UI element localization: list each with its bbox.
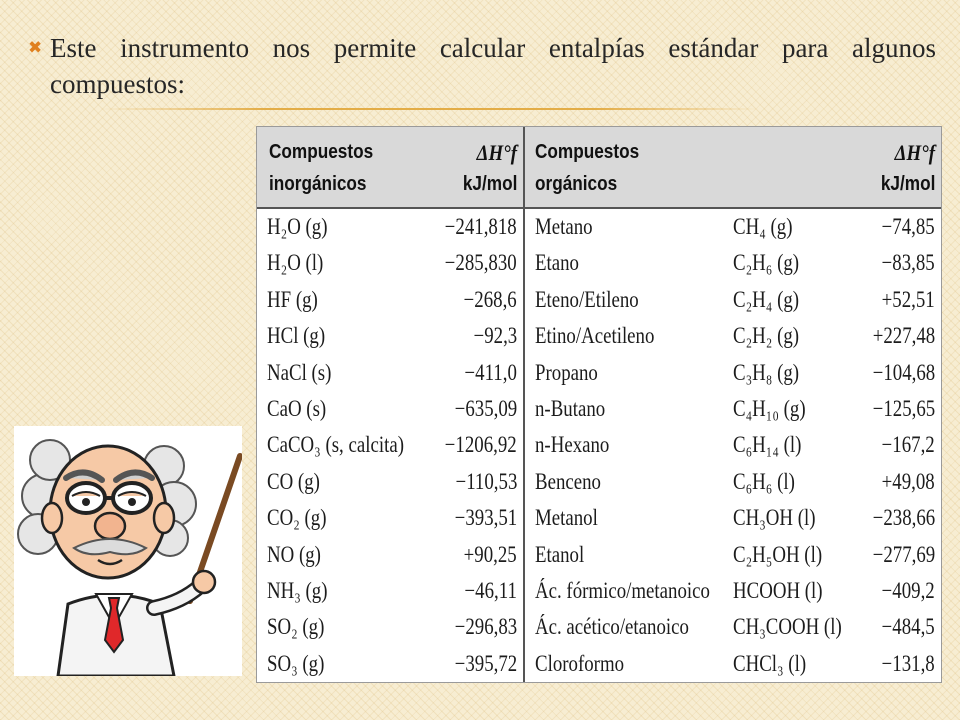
inorganic-enthalpy: −411,0 <box>464 359 517 385</box>
organic-enthalpy: −167,2 <box>881 432 935 458</box>
inorganic-compound: HF (g) <box>267 286 318 312</box>
organic-enthalpy: −409,2 <box>881 577 935 603</box>
table-row <box>257 573 941 609</box>
professor-illustration <box>14 426 242 676</box>
x-bullet-icon: ✖ <box>28 38 43 58</box>
inorganic-compound: NO (g) <box>267 541 321 567</box>
organic-enthalpy: +227,48 <box>872 323 935 349</box>
organic-enthalpy: −104,68 <box>872 359 935 385</box>
organic-enthalpy-symbol: ΔH°f <box>894 140 935 165</box>
organic-formula: C₃H₈ (g) <box>733 359 800 385</box>
organic-formula: C₂H₆ (g) <box>733 250 800 276</box>
inorganic-enthalpy: −296,83 <box>454 614 517 640</box>
table-row <box>257 464 941 500</box>
inorganic-enthalpy: −393,51 <box>454 505 517 531</box>
table-row <box>257 282 941 318</box>
organic-enthalpy: −74,85 <box>881 214 935 239</box>
inorganic-unit: kJ/mol <box>462 173 517 195</box>
decorative-rule <box>100 108 760 110</box>
inorganic-compound: SO₂ (g) <box>267 614 325 640</box>
organic-enthalpy: −277,69 <box>872 541 935 567</box>
organic-enthalpy: +52,51 <box>881 286 935 312</box>
inorganic-enthalpy-symbol: ΔH°f <box>476 140 517 165</box>
table-header <box>257 127 941 209</box>
table-row <box>257 646 941 682</box>
inorganic-enthalpy: −241,818 <box>445 214 517 239</box>
organic-formula: CHCl₃ (l) <box>733 650 807 676</box>
table-row <box>257 318 941 354</box>
inorganic-compound: CO₂ (g) <box>267 505 327 531</box>
professor-with-pointer-icon <box>14 426 242 676</box>
organic-compound: Ác. fórmico/metanoico <box>535 577 710 603</box>
organic-title-line1: Compuestos <box>535 141 640 163</box>
table-row <box>257 209 941 245</box>
table-row <box>257 427 941 463</box>
organic-formula: C₂H₄ (g) <box>733 286 800 312</box>
inorganic-title-line1: Compuestos <box>269 141 374 163</box>
inorganic-compound: NH₃ (g) <box>267 577 328 603</box>
table-body <box>257 209 941 682</box>
organic-formula: CH₃COOH (l) <box>733 614 842 640</box>
table-row <box>257 245 941 281</box>
inorganic-compound: CaCO₃ (s, calcita) <box>267 432 404 458</box>
inorganic-compound: HCl (g) <box>267 323 326 349</box>
inorganic-compound: CO (g) <box>267 468 320 494</box>
organic-compound: Metano <box>535 214 593 239</box>
inorganic-enthalpy: −268,6 <box>463 286 517 312</box>
inorganic-enthalpy: −92,3 <box>473 323 517 349</box>
inorganic-compound: CaO (s) <box>267 395 327 421</box>
organic-formula: C₆H₆ (l) <box>733 468 795 494</box>
organic-compound: n-Butano <box>535 395 606 421</box>
organic-formula: C₆H₁₄ (l) <box>733 432 802 458</box>
organic-enthalpy: −131,8 <box>881 650 935 676</box>
organic-compound: Metanol <box>535 505 598 531</box>
inorganic-enthalpy: −395,72 <box>454 650 517 676</box>
organic-compound: Etanol <box>535 541 585 567</box>
organic-unit: kJ/mol <box>880 173 935 195</box>
inorganic-enthalpy: −110,53 <box>455 468 517 494</box>
organic-formula: HCOOH (l) <box>733 577 823 603</box>
inorganic-compound: H₂O (l) <box>267 250 324 276</box>
bullet-item <box>28 30 936 102</box>
organic-compound: Cloroformo <box>535 650 625 676</box>
organic-compound: Etano <box>535 250 579 276</box>
organic-enthalpy: −125,65 <box>872 395 935 421</box>
organic-compound: Etino/Acetileno <box>535 323 655 349</box>
inorganic-enthalpy: −46,11 <box>464 577 517 603</box>
organic-title-line2: orgánicos <box>535 173 618 195</box>
table-row <box>257 500 941 536</box>
organic-enthalpy: −83,85 <box>881 250 935 276</box>
organic-compound: n-Hexano <box>535 432 610 458</box>
inorganic-title-line2: inorgánicos <box>269 173 367 195</box>
bullet-text: Este instrumento nos permite calcular entalpías estándar para algunos compuestos: <box>50 33 936 99</box>
inorganic-compound: H₂O (g) <box>267 214 328 239</box>
inorganic-enthalpy: −635,09 <box>454 395 517 421</box>
organic-compound: Eteno/Etileno <box>535 286 639 312</box>
inorganic-compound: SO₃ (g) <box>267 650 325 676</box>
table-row <box>257 391 941 427</box>
organic-formula: CH₃OH (l) <box>733 505 816 531</box>
organic-compound: Ác. acético/etanoico <box>535 614 689 640</box>
inorganic-compound: NaCl (s) <box>267 359 332 385</box>
organic-formula: C₂H₅OH (l) <box>733 541 823 567</box>
table-row <box>257 355 941 391</box>
inorganic-enthalpy: +90,25 <box>463 541 517 567</box>
inorganic-enthalpy: −285,830 <box>445 250 517 276</box>
table-row <box>257 537 941 573</box>
table-row <box>257 609 941 645</box>
enthalpy-table <box>256 126 942 683</box>
organic-compound: Benceno <box>535 468 601 494</box>
organic-enthalpy: −238,66 <box>872 505 935 531</box>
organic-formula: C₂H₂ (g) <box>733 323 800 349</box>
inorganic-enthalpy: −1206,92 <box>445 432 517 458</box>
organic-compound: Propano <box>535 359 598 385</box>
organic-formula: CH₄ (g) <box>733 214 793 239</box>
organic-enthalpy: +49,08 <box>881 468 935 494</box>
organic-formula: C₄H₁₀ (g) <box>733 395 806 421</box>
organic-enthalpy: −484,5 <box>881 614 935 640</box>
